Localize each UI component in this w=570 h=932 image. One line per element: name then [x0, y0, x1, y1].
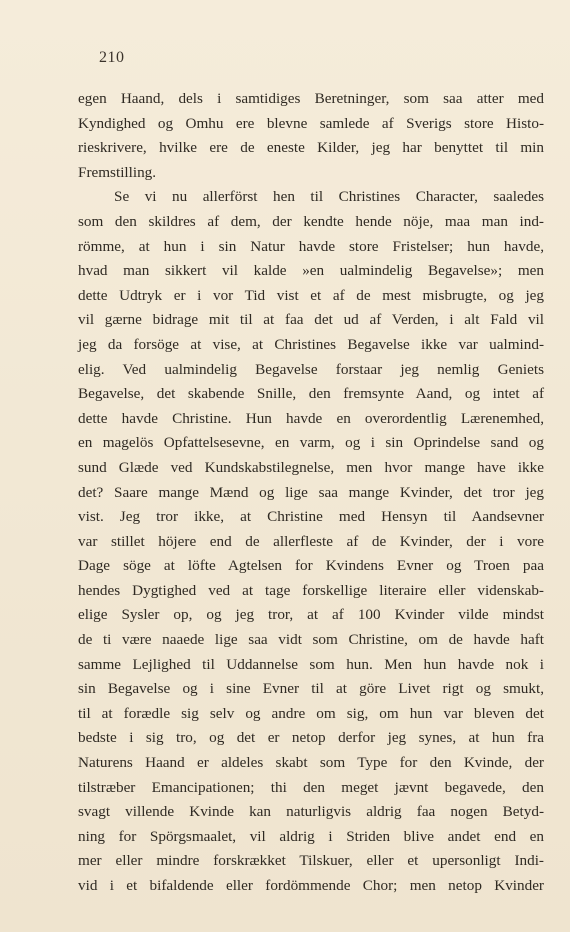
text-line: hendes Dygtighed ved at tage forskellige literaire eller videnskab-: [78, 581, 544, 599]
text-line: en magelös Opfattelsesevne, en varm, og i sin Oprindelse sand og: [78, 434, 544, 452]
text-line: elig. Ved ualmindelig Begavelse forstaar jeg nemlig Geniets: [78, 360, 544, 378]
text-line: Naturens Haand er aldeles skabt som Type for den Kvinde, der: [78, 754, 544, 772]
text-line: til at forædle sig selv og andre om sig, om hun var bleven det: [78, 704, 544, 722]
text-line: svagt villende Kvinde kan naturligvis aldrig faa nogen Betyd-: [78, 803, 544, 821]
text-line: elige Sysler op, og jeg tror, at af 100 Kvinder vilde mindst: [78, 606, 544, 624]
text-line: dette havde Christine. Hun havde en overordentlig Lærenemhed,: [78, 409, 544, 427]
text-line: mer eller mindre forskrækket Tilskuer, eller et upersonligt Indi-: [78, 852, 544, 870]
text-line: som den skildres af dem, der kendte hende nöje, maa man ind-: [78, 212, 544, 230]
text-line: de ti være naaede lige saa vidt som Christine, om de havde haft: [78, 631, 544, 649]
text-line: Dage söge at löfte Agtelsen for Kvindens Evner og Troen paa: [78, 557, 544, 575]
text-line: rieskrivere, hvilke ere de eneste Kilder, jeg har benyttet til min: [78, 139, 544, 157]
text-line: det? Saare mange Mænd og lige saa mange Kvinder, det tror jeg: [78, 483, 544, 501]
text-line: ning for Spörgsmaalet, vil aldrig i Striden blive andet end en: [78, 827, 544, 845]
text-line: bedste i sig tro, og det er netop derfor jeg synes, at hun fra: [78, 729, 544, 747]
text-line: vil gærne bidrage mit til at faa det ud af Verden, i alt Fald vil: [78, 311, 544, 329]
text-line: egen Haand, dels i samtidiges Beretninger, som saa atter med: [78, 90, 544, 107]
page-number: 210: [99, 49, 125, 66]
text-line: vid i et bifaldende eller fordömmende Chor; men netop Kvinder: [78, 877, 544, 894]
text-line: Fremstilling.: [78, 163, 157, 181]
text-line: tilstræber Emancipationen; thi den meget jævnt begavede, den: [78, 778, 544, 796]
body-text: [78, 87, 544, 899]
text-line: dette Udtryk er i vor Tid vist et af de mest misbrugte, og jeg: [78, 286, 544, 304]
text-line: Se vi nu allerförst hen til Christines Character, saaledes: [114, 188, 544, 206]
text-line: var stillet höjere end de allerfleste af de Kvinder, der i vore: [78, 532, 544, 550]
text-line: Begavelse, det skabende Snille, den fremsynte Aand, og intet af: [78, 385, 544, 403]
text-line: Kyndighed og Omhu ere blevne samlede af Sverigs store Histo-: [78, 114, 544, 132]
text-line: sin Begavelse og i sine Evner til at göre Livet rigt og smukt,: [78, 680, 544, 698]
text-line: hvad man sikkert vil kalde »en ualmindelig Begavelse»; men: [78, 262, 544, 280]
text-line: samme Lejlighed til Uddannelse som hun. Men hun havde nok i: [78, 655, 544, 673]
text-line: jeg da forsöge at vise, at Christines Begavelse ikke var ualmind-: [78, 335, 544, 353]
text-line: vist. Jeg tror ikke, at Christine med Hensyn til Aandsevner: [78, 508, 544, 526]
text-line: römme, at hun i sin Natur havde store Fristelser; hun havde,: [78, 237, 544, 255]
text-line: sund Glæde ved Kundskabstilegnelse, men hvor mange have ikke: [78, 458, 544, 476]
